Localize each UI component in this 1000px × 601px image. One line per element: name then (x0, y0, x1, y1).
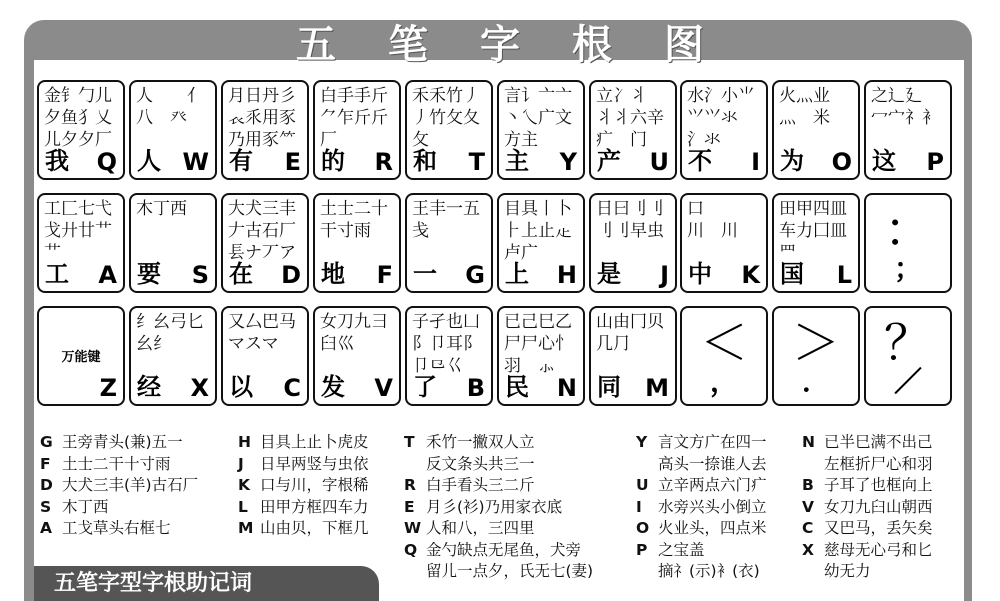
key-symbol-top: ？ (883, 315, 932, 371)
key-letter: W (182, 148, 209, 176)
key-letter: E (284, 148, 301, 176)
mnemonic-text: 又巴马，丢矢矣 (824, 519, 933, 537)
mnemonic-row (636, 518, 767, 540)
mnemonic-key-letter: R (404, 476, 416, 494)
key-roots: 已己巳乙 尸尸心忄 羽 ⺗ (504, 312, 572, 376)
mnemonic-column-2 (238, 432, 369, 540)
mnemonic-key-letter: E (404, 497, 415, 516)
key-high-frequency-char: 是 (597, 260, 621, 288)
mnemonic-key-letter: F (40, 454, 51, 473)
key-roots: 木丁西 (136, 199, 187, 219)
key-high-frequency-char: 上 (505, 260, 529, 288)
key-high-frequency-char: 要 (137, 260, 161, 288)
key-h (497, 193, 585, 293)
mnemonic-row (636, 475, 767, 497)
mnemonic-row (802, 518, 933, 540)
mnemonic-text: 之宝盖 (658, 540, 705, 559)
mnemonic-key-letter: B (802, 476, 814, 494)
mnemonic-key-letter: K (238, 476, 251, 494)
mnemonic-row (802, 540, 933, 583)
mnemonic-row (404, 475, 593, 497)
mnemonic-key-letter: G (40, 433, 53, 451)
mnemonic-row (802, 432, 933, 475)
key-high-frequency-char: 经 (137, 373, 161, 401)
key-high-frequency-char: 了 (413, 373, 437, 401)
mnemonic-text: 立辛两点六门疒 (658, 476, 767, 494)
mnemonic-row (636, 540, 767, 583)
key-letter: J (660, 261, 669, 289)
key-s (129, 193, 217, 293)
key-high-frequency-char: 人 (137, 147, 161, 175)
key-k (680, 193, 768, 293)
mnemonic-key-letter: P (636, 540, 648, 559)
key-letter: B (466, 374, 485, 402)
key-symbol-top: ： (883, 202, 932, 258)
key-letter: P (926, 148, 944, 176)
mnemonic-text: 王旁青头(兼)五一 (62, 433, 183, 451)
key-high-frequency-char: 同 (597, 373, 621, 401)
key-c (221, 306, 309, 406)
mnemonic-key-letter: Q (404, 540, 418, 559)
key-high-frequency-char: 民 (505, 373, 529, 401)
mnemonic-text-continued: 留儿一点夕，氏无七(妻) (426, 562, 594, 580)
mnemonic-key-letter: C (802, 519, 814, 537)
mnemonic-text: 工戈草头右框七 (62, 519, 171, 537)
key-roots: 王丰一五 戋 (412, 199, 480, 241)
mnemonic-text-continued: 幼无力 (824, 562, 871, 580)
key-letter: T (468, 148, 485, 176)
key-letter: O (831, 148, 852, 176)
key-high-frequency-char: 在 (229, 260, 253, 288)
mnemonic-text: 目具上止卜虎皮 (260, 433, 369, 451)
key-letter: K (741, 261, 760, 289)
mnemonic-row (636, 432, 767, 475)
key-high-frequency-char: 为 (780, 147, 804, 175)
key-punct-9 (864, 306, 952, 406)
key-u (589, 80, 677, 180)
key-high-frequency-char: 的 (321, 147, 345, 175)
mnemonic-text: 日早两竖与虫依 (260, 454, 369, 473)
key-letter: V (374, 374, 393, 402)
key-roots: 立冫丬 丬丬六辛 疒 门 (596, 86, 664, 150)
key-f (313, 193, 401, 293)
mnemonic-key-letter: U (636, 476, 649, 494)
key-letter: A (98, 261, 117, 289)
mnemonic-key-letter: S (40, 497, 52, 516)
mnemonic-row (40, 497, 198, 519)
mnemonic-text: 月彡(衫)乃用家衣底 (426, 497, 563, 516)
key-roots: 白手手斤 ⺈乍斤斤 厂 (320, 86, 388, 150)
key-y (497, 80, 585, 180)
key-high-frequency-char: 主 (505, 147, 529, 175)
key-g (405, 193, 493, 293)
mnemonic-text: 口与川，字根稀 (260, 476, 369, 494)
key-letter: S (191, 261, 209, 289)
key-roots: 工匚七弋 戈廾廿艹 艹 (44, 199, 112, 263)
mnemonic-key-letter: N (802, 433, 815, 451)
mnemonic-text-continued: 左框折尸心和羽 (824, 454, 933, 473)
mnemonic-text: 已半巳满不出己 (824, 433, 933, 451)
mnemonic-text: 白手看头三二斤 (426, 476, 535, 494)
key-t (405, 80, 493, 180)
key-high-frequency-char: 国 (780, 260, 804, 288)
key-roots: 子孑也凵 阝卩耳阝 卩⺋巜 (412, 312, 480, 376)
key-q (37, 80, 125, 180)
key-high-frequency-char: 中 (688, 260, 712, 288)
key-r (313, 80, 401, 180)
key-j (589, 193, 677, 293)
key-m (589, 306, 677, 406)
key-symbol-bottom: ， (709, 365, 738, 398)
key-a (37, 193, 125, 293)
key-roots: 目具丨卜 ⺊上止龰 卢广 (504, 199, 572, 263)
mnemonic-text: 禾竹一撇双人立 (426, 433, 535, 451)
mnemonic-row (404, 518, 593, 540)
key-n (497, 306, 585, 406)
mnemonic-row (636, 497, 767, 519)
key-letter: R (374, 148, 393, 176)
universal-key-label: 万能键 (61, 350, 101, 365)
mnemonic-text: 田甲方框四车力 (260, 497, 369, 516)
mnemonic-text: 金勺缺点无尾鱼，犬旁 (426, 540, 582, 559)
mnemonic-key-letter: M (238, 519, 254, 537)
mnemonic-text: 火业头，四点米 (658, 519, 767, 537)
mnemonic-key-letter: Y (636, 433, 648, 451)
key-letter: Q (96, 148, 117, 176)
key-letter: Y (559, 148, 577, 176)
key-high-frequency-char: 发 (321, 373, 345, 401)
mnemonic-key-letter: J (238, 454, 244, 473)
key-roots: 田甲四皿 车力囗皿 罒 (779, 199, 847, 263)
mnemonic-text: 山由贝，下框几 (260, 519, 369, 537)
key-letter: G (465, 261, 485, 289)
key-punct-9 (864, 193, 952, 293)
mnemonic-text: 水旁兴头小倒立 (658, 497, 767, 516)
mnemonic-row (802, 475, 933, 497)
key-symbol-bottom: ／ (893, 365, 922, 398)
key-letter: C (283, 374, 301, 402)
mnemonic-row (802, 497, 933, 519)
key-roots: 口 川 川 (687, 199, 738, 241)
key-v (313, 306, 401, 406)
key-roots: 金钅勹儿 夕鱼犭乂 儿夕夕厂 (44, 86, 112, 150)
key-symbol-top: ＜ (699, 315, 748, 371)
mnemonic-row (238, 518, 369, 540)
mnemonic-text-continued: 摘礻(示)衤(衣) (658, 562, 760, 580)
mnemonic-key-letter: L (238, 497, 248, 516)
key-w (129, 80, 217, 180)
key-roots: 日曰刂刂 刂刂早虫 (596, 199, 664, 241)
key-b (405, 306, 493, 406)
mnemonic-text: 大犬三丰(羊)古石厂 (62, 476, 199, 494)
mnemonic-key-letter: A (40, 519, 52, 537)
key-roots: 之辶廴 冖宀礻衤 (871, 86, 939, 128)
key-letter: H (556, 261, 577, 289)
mnemonic-row (40, 475, 198, 497)
mnemonic-key-letter: W (404, 519, 422, 537)
key-high-frequency-char: 一 (413, 260, 437, 288)
mnemonic-row (238, 497, 369, 519)
key-roots: 火灬业 灬 米 (779, 86, 830, 128)
mnemonic-text: 言文方广在四一 (658, 433, 767, 451)
key-z (37, 306, 125, 406)
key-d (221, 193, 309, 293)
key-high-frequency-char: 工 (45, 260, 69, 288)
key-high-frequency-char: 不 (688, 147, 712, 175)
mnemonic-text: 慈母无心弓和匕 (824, 540, 933, 559)
mnemonic-column-4 (636, 432, 767, 583)
key-letter: L (836, 261, 852, 289)
key-roots: 言讠亠亠 丶乀广文 方主 (504, 86, 572, 150)
key-symbol-bottom: ． (801, 365, 830, 398)
mnemonic-row (404, 540, 593, 583)
key-roots: 月日丹彡 𧘇乑用豕 乃用豕⺮ (228, 86, 296, 150)
mnemonic-row (404, 432, 593, 475)
mnemonic-text-continued: 高头一捺谁人去 (658, 454, 767, 473)
key-high-frequency-char: 产 (597, 147, 621, 175)
mnemonic-text: 人和八，三四里 (426, 519, 535, 537)
key-roots: 禾禾竹丿 丿竹攵夂 攵 (412, 86, 480, 150)
mnemonic-key-letter: D (40, 476, 53, 494)
key-symbol-bottom: ； (893, 252, 922, 285)
key-symbol-top: ＞ (791, 315, 840, 371)
mnemonic-key-letter: I (636, 497, 642, 516)
key-roots: 人 亻 八 癶 (136, 86, 204, 128)
key-high-frequency-char: 以 (229, 373, 253, 401)
mnemonic-row (40, 518, 198, 540)
key-x (129, 306, 217, 406)
key-punct-7 (680, 306, 768, 406)
key-roots: 土士二十 干寸雨 (320, 199, 388, 241)
key-letter: N (556, 374, 577, 402)
key-i (680, 80, 768, 180)
key-high-frequency-char: 有 (229, 147, 253, 175)
mnemonic-row (238, 475, 369, 497)
mnemonic-key-letter: H (238, 433, 251, 451)
key-letter: M (645, 374, 669, 402)
key-p (864, 80, 952, 180)
mnemonic-column-1 (40, 432, 198, 540)
key-high-frequency-char: 地 (321, 260, 345, 288)
mnemonic-key-letter: T (404, 433, 415, 451)
key-l (772, 193, 860, 293)
key-punct-8 (772, 306, 860, 406)
page-title: 五笔字根图 (296, 21, 756, 68)
key-o (772, 80, 860, 180)
mnemonic-row (404, 497, 593, 519)
key-e (221, 80, 309, 180)
key-high-frequency-char: 这 (872, 147, 896, 175)
mnemonic-column-5 (802, 432, 933, 583)
key-roots: 山由冂贝 几⺆ (596, 312, 664, 354)
mnemonic-row (238, 432, 369, 454)
key-high-frequency-char: 和 (413, 147, 437, 175)
mnemonic-text: 土士二干十寸雨 (62, 454, 171, 473)
key-letter: X (190, 374, 209, 402)
footer-title: 五笔字型字根助记词 (34, 566, 379, 601)
mnemonic-row (40, 432, 198, 454)
key-letter: D (281, 261, 301, 289)
key-high-frequency-char: 我 (45, 147, 69, 175)
mnemonic-key-letter: O (636, 519, 650, 537)
mnemonic-column-3 (404, 432, 593, 583)
mnemonic-text: 子耳了也框向上 (824, 476, 933, 494)
mnemonic-key-letter: X (802, 540, 814, 559)
key-roots: 女刀九彐 臼巛 (320, 312, 388, 354)
key-letter: U (649, 148, 669, 176)
mnemonic-text-continued: 反文条头共三一 (426, 454, 535, 473)
mnemonic-key-letter: V (802, 497, 814, 516)
key-roots: 纟幺弓匕 幺纟 (136, 312, 204, 354)
mnemonic-row (238, 454, 369, 476)
key-roots: 水氵小⺌ ⺍⺍氺 氵氺 (687, 86, 755, 150)
mnemonic-row (40, 454, 198, 476)
key-roots: 大犬三丰 𠂇古石厂 镸ナ丆ア (228, 199, 296, 263)
mnemonic-text: 木丁西 (62, 497, 109, 516)
key-letter: I (751, 148, 760, 176)
key-letter: Z (99, 374, 117, 402)
key-roots: 又厶巴马 マスマ (228, 312, 296, 354)
mnemonic-text: 女刀九臼山朝西 (824, 497, 933, 516)
key-letter: F (376, 261, 393, 289)
